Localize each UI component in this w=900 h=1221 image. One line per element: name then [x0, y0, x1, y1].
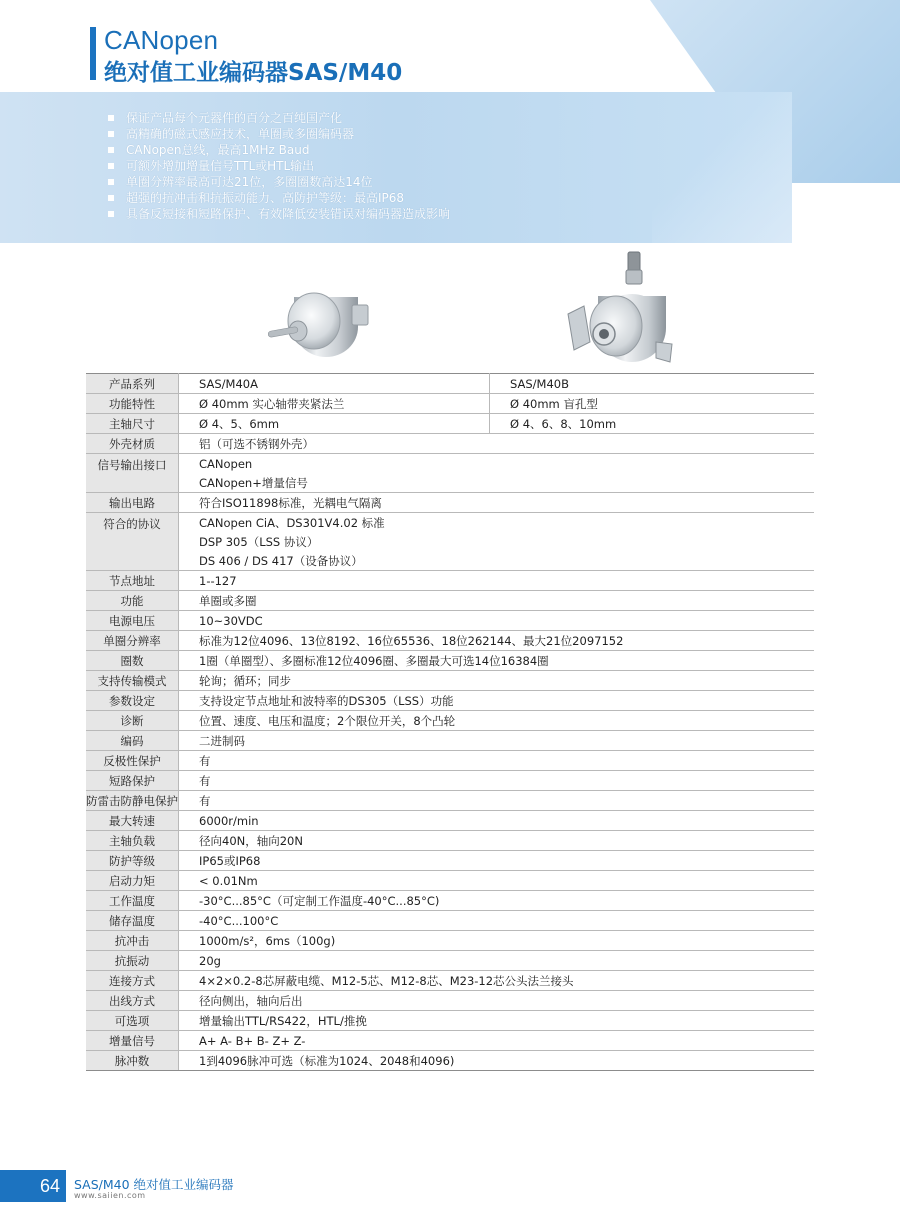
bullet-square-icon — [108, 211, 114, 217]
feature-item — [106, 158, 450, 174]
footer-url: www.saiien.com — [74, 1191, 146, 1200]
spec-row — [86, 651, 814, 671]
bullet-square-icon — [108, 115, 114, 121]
spec-row — [86, 731, 814, 751]
spec-label: 抗冲击 — [86, 931, 179, 951]
spec-row — [86, 414, 814, 434]
spec-row — [86, 434, 814, 454]
spec-row — [86, 991, 814, 1011]
spec-label: 防护等级 — [86, 851, 179, 871]
page-title-line2: 绝对值工业编码器SAS/M40 — [104, 60, 403, 86]
spec-row — [86, 493, 814, 513]
spec-label: 功能特性 — [86, 394, 179, 414]
spec-value-m40b: Ø 40mm 盲孔型 — [490, 394, 815, 414]
feature-item — [106, 190, 450, 206]
spec-value: DS 406 / DS 417（设备协议） — [179, 551, 815, 571]
spec-row — [86, 611, 814, 631]
spec-label: 可选项 — [86, 1011, 179, 1031]
feature-item — [106, 110, 450, 126]
spec-value: 标准为12位4096、13位8192、16位65536、18位262144、最大21位2097152 — [179, 631, 815, 651]
spec-label: 节点地址 — [86, 571, 179, 591]
spec-label: 参数设定 — [86, 691, 179, 711]
spec-row — [86, 851, 814, 871]
spec-value: -40°C...100°C — [179, 911, 815, 931]
spec-value: 4×2×0.2-8芯屏蔽电缆、M12-5芯、M12-8芯、M23-12芯公头法兰接头 — [179, 971, 815, 991]
spec-value: -30°C...85°C（可定制工作温度-40°C...85°C) — [179, 891, 815, 911]
spec-row — [86, 631, 814, 651]
spec-value: 铝（可选不锈钢外壳） — [179, 434, 815, 454]
spec-row — [86, 513, 814, 533]
bullet-square-icon — [108, 131, 114, 137]
footer-title: SAS/M40 绝对值工业编码器 — [74, 1177, 234, 1192]
spec-value: 径向40N，轴向20N — [179, 831, 815, 851]
spec-value: 有 — [179, 751, 815, 771]
spec-label: 电源电压 — [86, 611, 179, 631]
feature-item — [106, 126, 450, 142]
page-number: 64 — [0, 1170, 66, 1202]
spec-label: 支持传输模式 — [86, 671, 179, 691]
spec-label: 外壳材质 — [86, 434, 179, 454]
feature-text: 超强的抗冲击和抗振动能力、高防护等级：最高IP68 — [126, 191, 405, 205]
spec-label: 启动力矩 — [86, 871, 179, 891]
spec-label: 主轴尺寸 — [86, 414, 179, 434]
spec-value: 位置、速度、电压和温度；2个限位开关，8个凸轮 — [179, 711, 815, 731]
spec-row — [86, 591, 814, 611]
spec-label: 短路保护 — [86, 771, 179, 791]
spec-label: 工作温度 — [86, 891, 179, 911]
spec-value: CANopen — [199, 456, 253, 471]
spec-row — [86, 532, 814, 551]
spec-row — [86, 691, 814, 711]
spec-value-m40a: Ø 4、5、6mm — [179, 414, 490, 434]
spec-value: CANopen CiA、DS301V4.02 标准 — [199, 515, 385, 530]
feature-text: 保证产品每个元器件的百分之百纯国产化 — [126, 111, 343, 125]
spec-label: 抗振动 — [86, 951, 179, 971]
spec-value: 符合ISO11898标准，光耦电气隔离 — [179, 493, 815, 513]
spec-value: < 0.01Nm — [179, 871, 815, 891]
spec-value-m40a: SAS/M40A — [179, 374, 490, 394]
spec-value: CANopen+增量信号 — [179, 473, 815, 493]
spec-label: 出线方式 — [86, 991, 179, 1011]
spec-row — [86, 1011, 814, 1031]
title-accent-bar — [90, 27, 96, 80]
spec-label: 主轴负载 — [86, 831, 179, 851]
spec-value: IP65或IP68 — [179, 851, 815, 871]
spec-row — [86, 951, 814, 971]
spec-value: 6000r/min — [179, 811, 815, 831]
spec-row — [86, 831, 814, 851]
feature-list — [106, 110, 450, 222]
feature-item — [106, 206, 450, 222]
spec-label: 防雷击防静电保护 — [86, 791, 179, 811]
spec-value-m40a: Ø 40mm 实心轴带夹紧法兰 — [179, 394, 490, 414]
spec-label: 信号输出接口 — [86, 454, 179, 493]
spec-value: A+ A- B+ B- Z+ Z- — [179, 1031, 815, 1051]
spec-row — [86, 931, 814, 951]
encoder-blind-hollow-image — [560, 246, 680, 368]
spec-row — [86, 791, 814, 811]
spec-label: 编码 — [86, 731, 179, 751]
bullet-square-icon — [108, 147, 114, 153]
spec-label: 单圈分辨率 — [86, 631, 179, 651]
feature-text: 可额外增加增量信号TTL或HTL输出 — [126, 159, 315, 173]
feature-item — [106, 142, 450, 158]
spec-row — [86, 891, 814, 911]
spec-value: 20g — [179, 951, 815, 971]
spec-label: 反极性保护 — [86, 751, 179, 771]
spec-table — [86, 373, 814, 1071]
spec-value: 支持设定节点地址和波特率的DS305（LSS）功能 — [179, 691, 815, 711]
spec-value: 有 — [179, 791, 815, 811]
feature-text: 具备反短接和短路保护、有效降低安装错误对编码器造成影响 — [126, 207, 451, 221]
spec-label: 诊断 — [86, 711, 179, 731]
spec-value: 1000m/s²，6ms（100g) — [179, 931, 815, 951]
spec-label: 增量信号 — [86, 1031, 179, 1051]
spec-label: 连接方式 — [86, 971, 179, 991]
spec-row — [86, 454, 814, 474]
spec-row — [86, 871, 814, 891]
spec-row — [86, 671, 814, 691]
spec-row — [86, 473, 814, 493]
spec-label: 脉冲数 — [86, 1051, 179, 1071]
spec-row — [86, 571, 814, 591]
spec-label: 输出电路 — [86, 493, 179, 513]
spec-value: 1--127 — [179, 571, 815, 591]
spec-row — [86, 971, 814, 991]
spec-label: 圈数 — [86, 651, 179, 671]
bullet-square-icon — [108, 163, 114, 169]
spec-value: 轮询；循环；同步 — [179, 671, 815, 691]
spec-label: 最大转速 — [86, 811, 179, 831]
spec-label: 储存温度 — [86, 911, 179, 931]
page-title-line1: CANopen — [104, 25, 219, 55]
spec-row — [86, 374, 814, 394]
spec-value-m40b: SAS/M40B — [490, 374, 815, 394]
spec-value-m40b: Ø 4、6、8、10mm — [490, 414, 815, 434]
spec-value: 有 — [179, 771, 815, 791]
spec-row — [86, 811, 814, 831]
spec-row — [86, 771, 814, 791]
encoder-solid-shaft-image — [268, 283, 378, 363]
spec-row — [86, 911, 814, 931]
spec-row — [86, 1031, 814, 1051]
feature-text: 单圈分辨率最高可达21位，多圈圈数高达14位 — [126, 175, 373, 189]
spec-value: 1到4096脉冲可选（标准为1024、2048和4096) — [179, 1051, 815, 1071]
feature-text: 高精确的磁式感应技术，单圈或多圈编码器 — [126, 127, 355, 141]
spec-label: 功能 — [86, 591, 179, 611]
spec-value: 径向侧出，轴向后出 — [179, 991, 815, 1011]
spec-value: 1圈（单圈型）、多圈标准12位4096圈、多圈最大可选14位16384圈 — [179, 651, 815, 671]
spec-value: 增量输出TTL/RS422，HTL/推挽 — [179, 1011, 815, 1031]
spec-value: DSP 305（LSS 协议） — [199, 534, 319, 549]
spec-value: 单圈或多圈 — [179, 591, 815, 611]
spec-row — [86, 711, 814, 731]
bullet-square-icon — [108, 179, 114, 185]
feature-text: CANopen总线，最高1MHz Baud — [126, 143, 310, 157]
spec-row — [86, 394, 814, 414]
spec-value: 10~30VDC — [179, 611, 815, 631]
spec-row — [86, 1051, 814, 1071]
feature-item — [106, 174, 450, 190]
spec-row — [86, 551, 814, 571]
spec-label: 符合的协议 — [86, 513, 179, 571]
spec-value: 二进制码 — [179, 731, 815, 751]
spec-row — [86, 751, 814, 771]
bullet-square-icon — [108, 195, 114, 201]
spec-label: 产品系列 — [86, 374, 179, 394]
